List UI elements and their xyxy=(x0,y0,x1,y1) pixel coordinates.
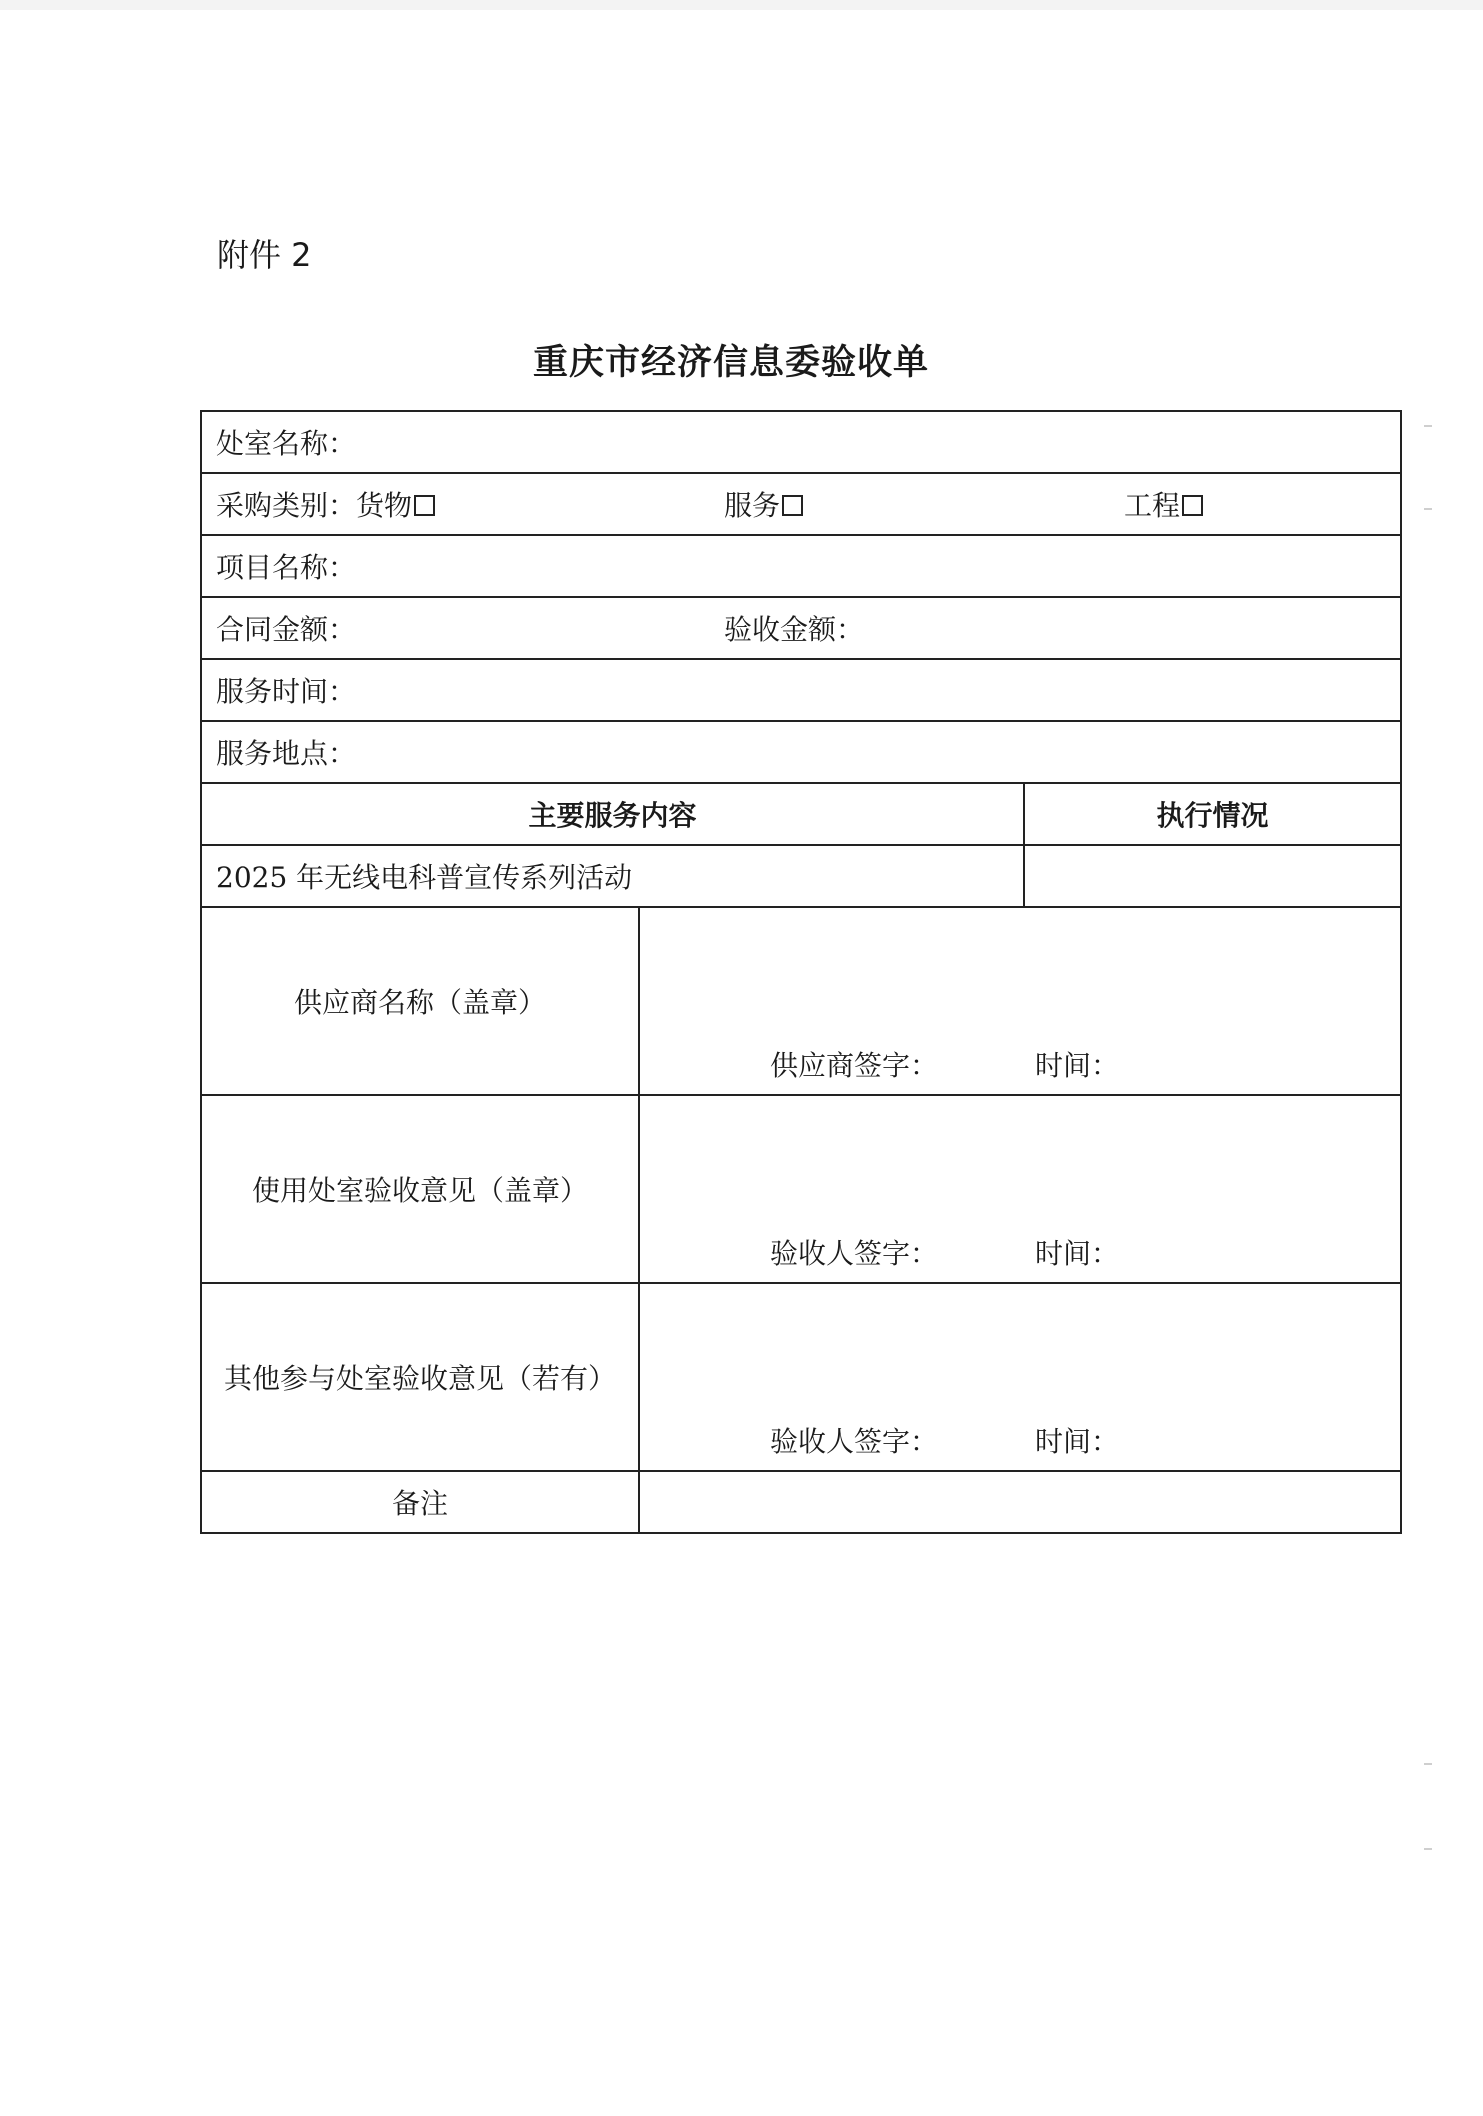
scan-mark xyxy=(1424,1848,1432,1850)
service-location-label: 服务地点： xyxy=(216,737,357,770)
header-execution-status: 执行情况 xyxy=(1024,783,1401,845)
content-item: 2025 年无线电科普宣传系列活动 xyxy=(201,845,1024,907)
goods-option-label: 货物 xyxy=(356,489,413,522)
service-time-field[interactable] xyxy=(201,659,1401,721)
procurement-category-label: 采购类别： xyxy=(216,489,357,522)
page-top-edge xyxy=(0,0,1483,10)
supplier-signer-label: 供应商签字： xyxy=(770,1049,939,1082)
row-procurement-category xyxy=(201,473,1401,535)
other-departments-opinion-label: 其他参与处室验收意见（若有） xyxy=(201,1283,639,1471)
row-remarks xyxy=(201,1471,1401,1533)
scan-mark xyxy=(1424,425,1432,427)
other-departments-signature-cell[interactable] xyxy=(639,1283,1401,1471)
scan-mark xyxy=(1424,1763,1432,1765)
form-title: 重庆市经济信息委验收单 xyxy=(532,343,929,383)
supplier-signature-cell[interactable] xyxy=(639,907,1401,1095)
project-name-label: 项目名称： xyxy=(216,551,357,584)
row-service-location xyxy=(201,721,1401,783)
other-acceptor-time-label: 时间： xyxy=(1035,1425,1120,1458)
department-field[interactable] xyxy=(201,411,1401,473)
using-department-signature-cell[interactable] xyxy=(639,1095,1401,1283)
row-supplier xyxy=(201,907,1401,1095)
remarks-label: 备注 xyxy=(201,1471,639,1533)
row-amounts xyxy=(201,597,1401,659)
using-department-opinion-label: 使用处室验收意见（盖章） xyxy=(201,1095,639,1283)
supplier-name-label: 供应商名称（盖章） xyxy=(201,907,639,1095)
row-content-item xyxy=(201,845,1401,907)
row-content-header xyxy=(201,783,1401,845)
row-other-departments xyxy=(201,1283,1401,1471)
remarks-field[interactable] xyxy=(639,1471,1401,1533)
row-project-name xyxy=(201,535,1401,597)
department-label: 处室名称： xyxy=(216,427,357,460)
acceptor-time-label: 时间： xyxy=(1035,1237,1120,1270)
other-acceptor-signer-label: 验收人签字： xyxy=(770,1425,939,1458)
attachment-label: 附件 2 xyxy=(217,236,312,274)
acceptor-signer-label: 验收人签字： xyxy=(770,1237,939,1270)
row-department xyxy=(201,411,1401,473)
services-option-label: 服务 xyxy=(724,489,781,522)
service-time-label: 服务时间： xyxy=(216,675,357,708)
acceptance-amount-label: 验收金额： xyxy=(724,613,865,646)
engineering-checkbox[interactable] xyxy=(1182,495,1203,516)
project-name-field[interactable] xyxy=(201,535,1401,597)
acceptance-form-table xyxy=(200,410,1402,1534)
engineering-option-label: 工程 xyxy=(1124,489,1181,522)
service-location-field[interactable] xyxy=(201,721,1401,783)
scan-mark xyxy=(1424,508,1432,510)
goods-checkbox[interactable] xyxy=(414,495,435,516)
supplier-time-label: 时间： xyxy=(1035,1049,1120,1082)
contract-amount-label: 合同金额： xyxy=(216,613,357,646)
services-checkbox[interactable] xyxy=(782,495,803,516)
row-using-department xyxy=(201,1095,1401,1283)
header-main-content: 主要服务内容 xyxy=(201,783,1024,845)
content-item-status[interactable] xyxy=(1024,845,1401,907)
row-service-time xyxy=(201,659,1401,721)
